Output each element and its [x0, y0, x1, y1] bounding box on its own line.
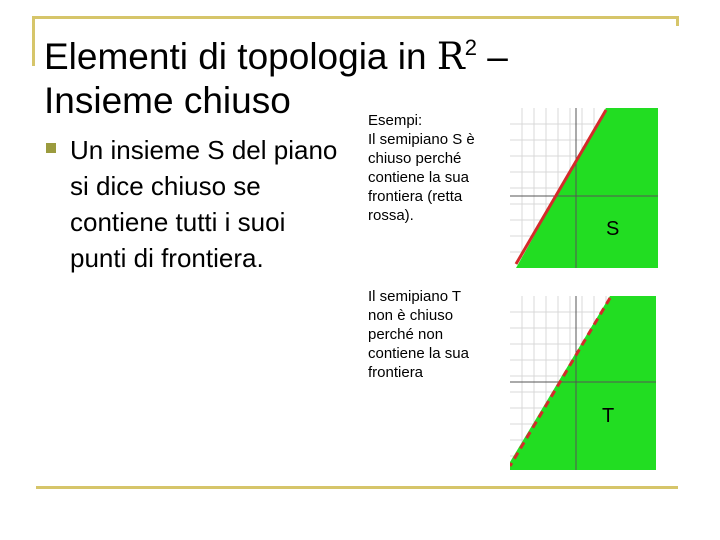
bullet-text: Un insieme S del piano si dice chiuso se contiene tutti i suoi punti di frontiera. — [70, 135, 338, 273]
title-line1: Elementi di topologia in — [44, 36, 437, 77]
graph-s-label: S — [606, 218, 620, 240]
title-line2: Insieme chiuso — [44, 80, 291, 121]
frame-top-rule — [32, 16, 678, 19]
frame-right-rule — [676, 16, 679, 26]
frame-left-rule — [32, 16, 35, 66]
graph-s-closed-half-plane — [510, 108, 658, 268]
graph-t-label: T — [602, 405, 615, 427]
example1-block — [368, 111, 483, 225]
example2-text: Il semipiano T non è chiuso perché non contiene la sua frontiera — [368, 288, 469, 381]
graph-t-open-half-plane — [510, 296, 656, 470]
title-dash: – — [476, 36, 508, 77]
slide-title — [44, 26, 508, 123]
example1-heading: Esempi: — [368, 112, 423, 129]
title-symbol: R — [436, 35, 465, 78]
frame-bottom-rule — [36, 486, 678, 489]
bullet-icon — [46, 143, 56, 153]
example1-text: Il semipiano S è chiuso perché contiene la sua frontiera (retta rossa). — [368, 131, 475, 224]
title-exponent: 2 — [464, 35, 477, 60]
